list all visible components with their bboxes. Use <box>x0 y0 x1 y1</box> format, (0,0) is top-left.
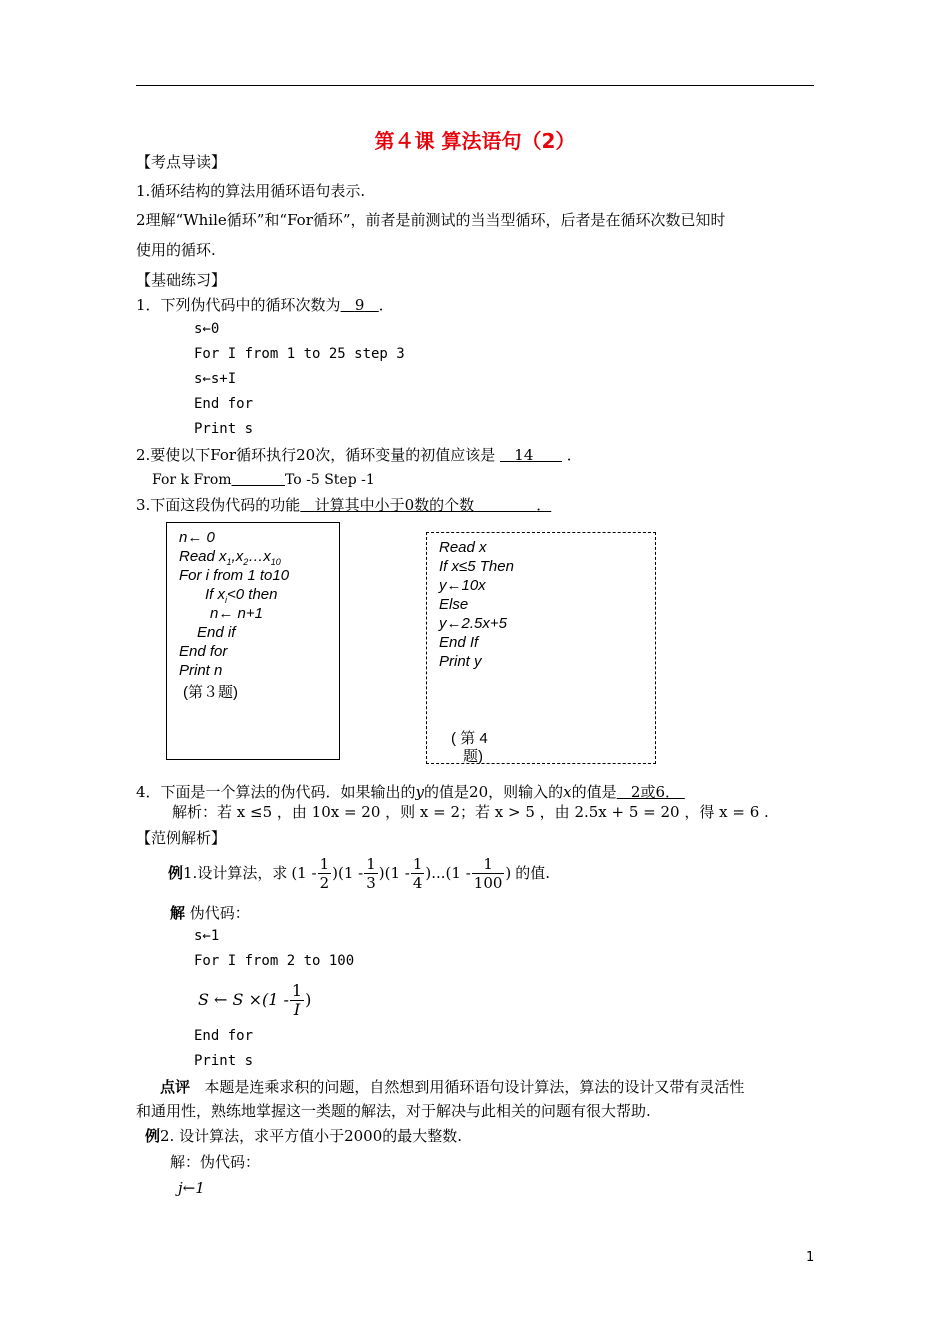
example-2-label: 例 <box>145 1127 161 1145</box>
question-4-text: 4．下面是一个算法的伪代码．如果输出的 <box>136 783 416 801</box>
box4-caption: 题) <box>463 748 483 765</box>
box4-line: End If <box>439 634 479 651</box>
box4-line: If x≤5 Then <box>439 558 514 575</box>
q1-code-line: For I from 1 to 25 step 3 <box>194 346 405 362</box>
ex1-code-line: For I from 2 to 100 <box>194 953 355 969</box>
question-2-text: 2.要使以下For循环执行20次，循环变量的初值应该是 <box>136 446 496 464</box>
question-4-text: 的值是 <box>571 783 617 801</box>
question-2-answer: 14 <box>514 446 534 464</box>
box3-line: If $x_i<0$ then <box>205 586 278 605</box>
question-1 <box>136 295 394 315</box>
formula-lhs: S ← S ×(1 - <box>198 990 289 1009</box>
example-1-text: 1.设计算法，求 <box>183 864 288 882</box>
box4-caption: ( 第 4 <box>451 730 488 747</box>
ex2-code-line: j←1 <box>178 1179 205 1197</box>
box3-line: End if <box>197 624 236 641</box>
fraction: $\frac{1}{4}$ <box>412 854 423 892</box>
question-4-answer: 2或6． <box>630 783 681 801</box>
question-3-text: 3.下面这段伪代码的功能 <box>136 496 301 514</box>
fraction: $\frac{1}{2}$ <box>319 854 330 892</box>
q1-code-line: s←s+I <box>194 371 237 387</box>
box3-line: n← n+1 <box>210 605 263 622</box>
q2-code-blank <box>232 472 285 488</box>
var-x: x <box>563 783 572 801</box>
example-2 <box>145 1126 462 1146</box>
section-basic: 【基础练习】 <box>136 271 227 289</box>
box3-line: For i from 1 to10 <box>179 567 290 584</box>
example-1: 例 1.设计算法，求 (1 - $\frac{1}{2}$ )(1 - $\frac{1}{3}$ )(1 - $\frac{1}{4}$ )...(1 - $\frac{1}{100}$ ) 的值. <box>168 854 551 892</box>
comment-text-2: 和通用性，熟练地掌握这一类题的解法，对于解决与此相关的问题有很大帮助. <box>136 1102 651 1120</box>
comment-text: 本题是连乘求积的问题，自然想到用循环语句设计算法，算法的设计又带有灵活性 <box>204 1078 745 1096</box>
fraction: $\frac{1}{3}$ <box>366 854 376 892</box>
example-2-solution: 解：伪代码： <box>170 1153 261 1171</box>
box4-line: y←10x <box>439 577 486 594</box>
q2-code-pre: For k From <box>152 472 232 488</box>
ex1-code-line: s←1 <box>194 928 220 944</box>
page-number: 1 <box>806 1250 815 1265</box>
box4-line: y←2.5x+5 <box>439 615 507 632</box>
question-4-text: 的值是20，则输入的 <box>424 783 564 801</box>
question-3 <box>136 495 551 515</box>
q1-code-line: s←0 <box>194 321 220 337</box>
comment <box>160 1077 744 1097</box>
q1-code-line: End for <box>194 396 254 412</box>
box4-line: Else <box>439 596 469 613</box>
example-1-solution <box>170 903 250 923</box>
formula-end: ) <box>305 990 312 1009</box>
box3-line: End for <box>179 643 228 660</box>
q2-code <box>152 470 375 490</box>
guide-item-3: 使用的循环. <box>136 241 216 259</box>
question-1-answer: 9 <box>354 296 365 314</box>
section-examples: 【范例解析】 <box>136 829 227 847</box>
fraction: $\frac{1}{I}$ <box>291 980 303 1019</box>
var-y: y <box>415 783 425 801</box>
guide-item-2: 2理解“While循环”和“For循环”，前者是前测试的当当型循环，后者是在循环次数已知时 <box>136 211 726 229</box>
ex1-formula <box>198 978 311 1022</box>
box3-line: n← 0 <box>179 529 215 546</box>
question-2 <box>136 445 582 465</box>
page-title: 第４课 算法语句（2） <box>374 129 576 153</box>
q1-code-line: Print s <box>194 421 254 437</box>
example-1-label: 例 <box>168 864 184 882</box>
question-3-answer: 计算其中小于0数的个数 ． <box>314 496 552 514</box>
box3-caption: (第３题) <box>183 684 238 701</box>
solution-text: 伪代码： <box>189 904 250 922</box>
question-1-text: 1．下列伪代码中的循环次数为 <box>136 296 341 314</box>
solution-label: 解 <box>170 904 186 922</box>
q2-code-post: To -5 Step -1 <box>284 472 375 488</box>
box3-line: Read $x_1,x_2\dots x_{10}$ <box>179 548 281 567</box>
comment-label: 点评 <box>160 1078 191 1096</box>
ex1-code-line: End for <box>194 1028 254 1044</box>
example-1-end: 的值. <box>515 864 551 882</box>
guide-item-1: 1.循环结构的算法用循环语句表示. <box>136 182 366 200</box>
example-2-text: 2. 设计算法，求平方值小于2000的最大整数. <box>160 1127 463 1145</box>
fraction: $\frac{1}{100}$ <box>473 854 503 892</box>
ex1-code-line: Print s <box>194 1053 254 1069</box>
question-4 <box>136 782 685 802</box>
pseudocode-box-q3 <box>166 522 340 760</box>
header-rule <box>136 85 814 86</box>
question-2-end: ． <box>566 446 582 464</box>
box3-line: Print n <box>179 662 223 679</box>
pseudocode-box-q4 <box>426 532 656 764</box>
section-guide: 【考点导读】 <box>136 153 227 171</box>
box4-line: Print y <box>439 653 482 670</box>
box4-line: Read x <box>439 539 487 556</box>
question-1-end: ． <box>378 296 394 314</box>
question-4-analysis: 解析：若 x ≤5 ，由 10x = 20 ，则 x = 2；若 x > 5 ，由 2.5x + 5 = 20 ，得 x = 6 . <box>172 803 769 821</box>
